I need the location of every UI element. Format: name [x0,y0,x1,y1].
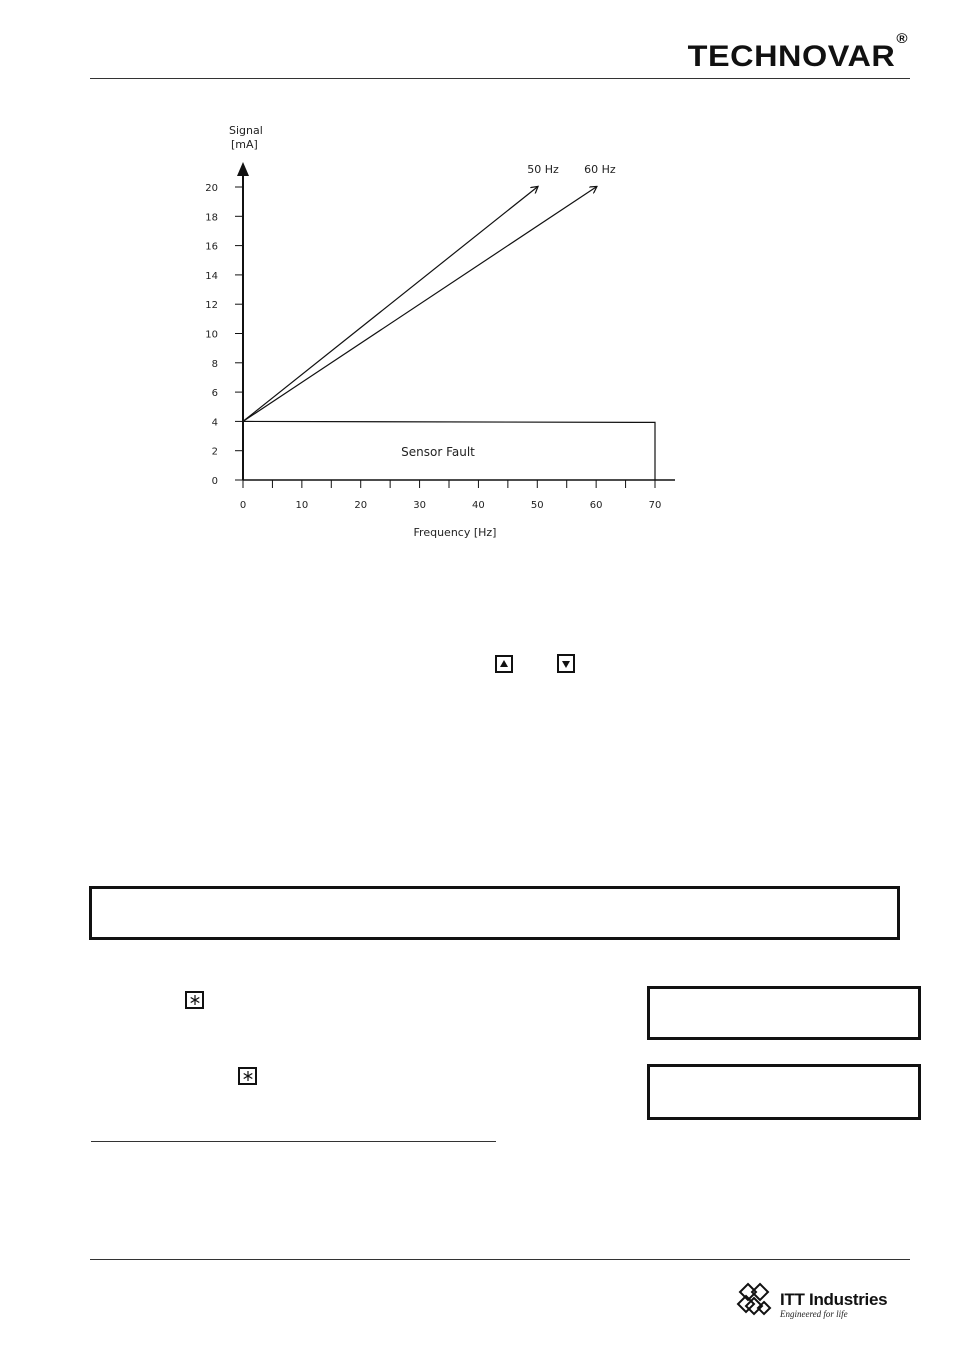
itt-logo-text [780,1290,887,1319]
y-tick-label: 18 [205,212,218,224]
y-tick-label: 16 [205,241,218,253]
series-label: 50 Hz [527,163,559,176]
series-line [243,187,596,421]
x-tick-label: 50 [530,500,544,511]
y-tick-label: 6 [211,388,218,400]
display-panel-wide [89,886,900,940]
itt-logo-tagline: Engineered for life [780,1309,848,1319]
sensor-fault-label: Sensor Fault [401,445,475,459]
star-key-icon [238,1067,257,1085]
star-key-icon [185,991,204,1009]
y-tick-label: 12 [205,300,218,312]
down-arrow-key-icon [557,654,575,673]
x-tick-label: 20 [354,500,368,511]
display-panel-2 [647,1064,921,1120]
footnote-rule [91,1141,496,1142]
footer-rule [90,1259,910,1260]
y-axis-arrow [237,162,249,176]
brand-name: TECHNOVAR [687,40,896,73]
display-panel-1 [647,986,921,1040]
y-tick-label: 0 [211,476,218,487]
y-tick-label: 10 [205,329,218,341]
y-tick-label: 14 [205,270,218,282]
up-arrow-key-icon [495,655,513,673]
x-tick-label: 0 [239,500,247,511]
y-tick-label: 20 [205,183,218,194]
y-tick-label: 8 [211,358,218,370]
itt-logo-name: ITT Industries [780,1290,888,1309]
itt-logo-icon [736,1280,778,1320]
registered-mark: ® [896,30,908,46]
x-tick-label: 30 [413,500,426,511]
y-axis-label: Signal [229,124,263,137]
signal-frequency-chart [0,0,954,560]
series-line [243,187,537,421]
y-tick-label: 2 [211,446,218,458]
y-axis-unit-label: [mA] [231,138,258,151]
x-tick-label: 60 [589,500,603,511]
y-tick-label: 4 [211,417,218,429]
x-tick-label: 40 [472,500,485,511]
x-tick-label: 70 [648,500,662,511]
series-label: 60 Hz [584,163,616,176]
x-axis-label: Frequency [Hz] [413,526,497,539]
x-tick-label: 10 [295,500,309,511]
